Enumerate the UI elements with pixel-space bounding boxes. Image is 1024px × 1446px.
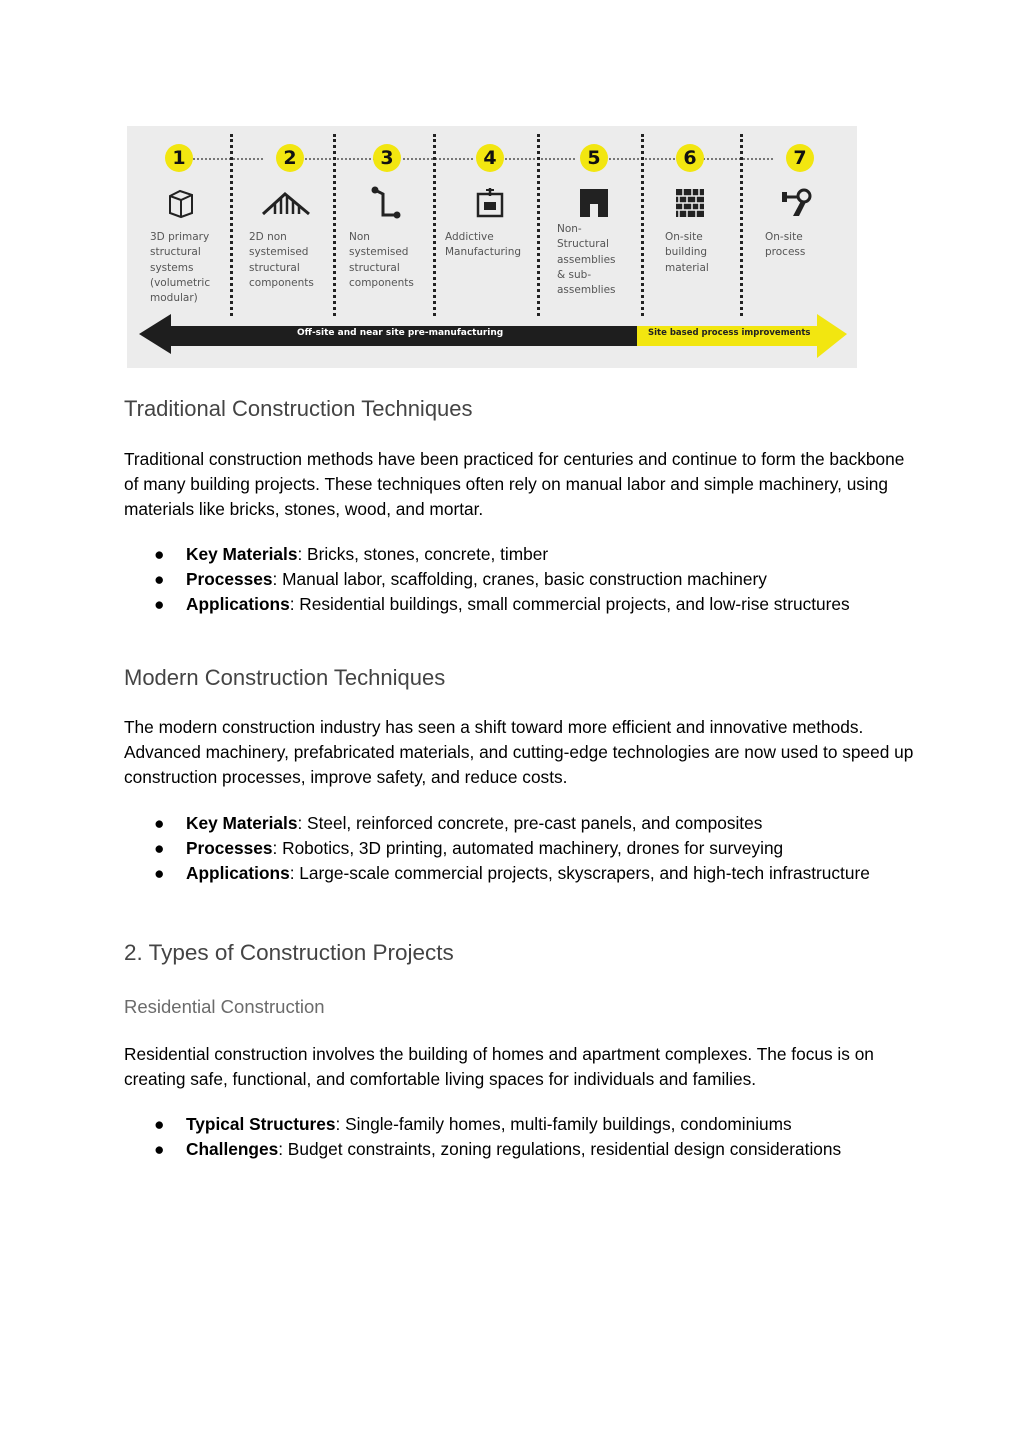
list-item-term: Processes bbox=[186, 838, 273, 858]
bullet-list-modern bbox=[124, 811, 914, 886]
section-heading-types: 2. Types of Construction Projects bbox=[124, 940, 454, 965]
truss-icon bbox=[261, 186, 313, 220]
step-label-7: On-site process bbox=[765, 231, 806, 259]
list-item bbox=[124, 836, 914, 861]
construction-methods-figure bbox=[127, 126, 857, 368]
step-number-7: 7 bbox=[786, 144, 814, 172]
list-item-text: : Single-family homes, multi-family buildings, condominiums bbox=[335, 1114, 792, 1134]
connector-line bbox=[609, 158, 679, 160]
offsite-label: Off-site and near site pre-manufacturing bbox=[297, 328, 504, 338]
bullet-icon: ● bbox=[154, 1114, 165, 1134]
step-number-3: 3 bbox=[373, 144, 401, 172]
robot-arm-icon bbox=[779, 186, 813, 220]
cube-icon bbox=[164, 186, 198, 220]
list-item-text: : Steel, reinforced concrete, pre-cast panels, and composites bbox=[297, 813, 763, 833]
brick-wall-icon bbox=[673, 186, 707, 220]
step-label-4: Addictive Manufacturing bbox=[445, 231, 522, 259]
list-item bbox=[124, 542, 914, 567]
step-label-5: Non- Structural assemblies & sub- assemblies bbox=[557, 223, 616, 297]
connector-line bbox=[305, 158, 375, 160]
bullet-icon: ● bbox=[154, 863, 165, 883]
list-item-text: : Large-scale commercial projects, skyscrapers, and high-tech infrastructure bbox=[289, 863, 870, 883]
section-heading-modern: Modern Construction Techniques bbox=[124, 665, 446, 690]
bullet-list-traditional bbox=[124, 542, 914, 617]
beam-joint-icon bbox=[369, 186, 403, 220]
connector-line bbox=[703, 158, 773, 160]
step-number-4: 4 bbox=[476, 144, 504, 172]
list-item-term: Applications bbox=[186, 863, 290, 883]
column-divider bbox=[433, 134, 436, 316]
connector-line bbox=[193, 158, 263, 160]
paragraph-traditional: Traditional construction methods have been practiced for centuries and continue to form the backbone of many building projects. These techniques often rely on manual labor and simple machinery, using materials like bricks, stones, wood, and mortar. bbox=[124, 449, 905, 519]
step-number-2: 2 bbox=[276, 144, 304, 172]
connector-line bbox=[505, 158, 575, 160]
list-item-term: Applications bbox=[186, 594, 290, 614]
step-label-2: 2D non systemised structural components bbox=[249, 231, 314, 289]
list-item-term: Key Materials bbox=[186, 544, 298, 564]
bullet-icon: ● bbox=[154, 569, 165, 589]
subsection-heading-residential: Residential Construction bbox=[124, 996, 325, 1017]
connector-line bbox=[403, 158, 473, 160]
list-item bbox=[124, 861, 914, 886]
bullet-icon: ● bbox=[154, 838, 165, 858]
paragraph-modern: The modern construction industry has seen a shift toward more efficient and innovative methods. Advanced machinery, prefabricated materials, and cutting-edge technologies are now used to speed up construction processes, improve safety, and reduce costs. bbox=[124, 717, 914, 787]
site-improvements-label: Site based process improvements bbox=[648, 328, 811, 338]
step-number-1: 1 bbox=[165, 144, 193, 172]
column-divider bbox=[333, 134, 336, 316]
step-label-6: On-site building material bbox=[665, 231, 709, 274]
bullet-icon: ● bbox=[154, 544, 165, 564]
step-number-6: 6 bbox=[676, 144, 704, 172]
paragraph-residential: Residential construction involves the building of homes and apartment complexes. The focus is on creating safe, functional, and comfortable living spaces for individuals and families. bbox=[124, 1044, 874, 1089]
bullet-icon: ● bbox=[154, 813, 165, 833]
list-item-text: : Robotics, 3D printing, automated machinery, drones for surveying bbox=[272, 838, 784, 858]
section-heading-traditional: Traditional Construction Techniques bbox=[124, 396, 473, 421]
step-label-3: Non systemised structural components bbox=[349, 231, 414, 289]
bullet-icon: ● bbox=[154, 594, 165, 614]
bullet-list-residential bbox=[124, 1112, 914, 1162]
step-number-5: 5 bbox=[580, 144, 608, 172]
column-divider bbox=[740, 134, 743, 316]
list-item-text: : Budget constraints, zoning regulations, residential design considerations bbox=[278, 1139, 842, 1159]
printer-icon bbox=[473, 186, 507, 220]
list-item-term: Processes bbox=[186, 569, 273, 589]
column-divider bbox=[537, 134, 540, 316]
list-item bbox=[124, 567, 914, 592]
list-item-term: Key Materials bbox=[186, 813, 298, 833]
list-item bbox=[124, 1137, 914, 1162]
list-item bbox=[124, 592, 914, 617]
list-item bbox=[124, 811, 914, 836]
list-item bbox=[124, 1112, 914, 1137]
list-item-text: : Bricks, stones, concrete, timber bbox=[297, 544, 549, 564]
list-item-text: : Residential buildings, small commercial projects, and low-rise structures bbox=[289, 594, 850, 614]
column-divider bbox=[641, 134, 644, 316]
list-item-text: : Manual labor, scaffolding, cranes, basic construction machinery bbox=[272, 569, 767, 589]
bullet-icon: ● bbox=[154, 1139, 165, 1159]
step-label-1: 3D primary structural systems (volumetric modular) bbox=[150, 231, 211, 305]
list-item-term: Typical Structures bbox=[186, 1114, 336, 1134]
panel-assembly-icon bbox=[577, 186, 611, 220]
list-item-term: Challenges bbox=[186, 1139, 279, 1159]
